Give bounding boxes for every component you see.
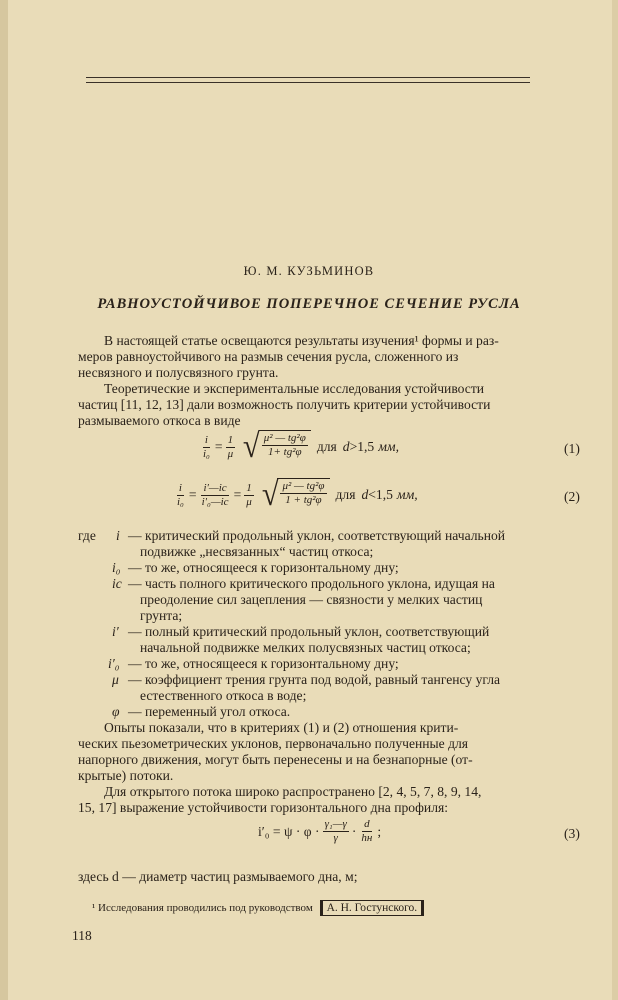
page-number: 118 [72,928,92,943]
text-line: 15, 17] выражение устойчивости горизонтального дна профиля: [78,800,449,815]
formula-1: $\frac{i}{\text{i₀}}$ = $\frac{1}{\mu}$ √ $\frac{\text{μ² — tg²φ}}{\text{1+ tg²φ}}$ для d >1,5 мм, [203,428,399,465]
footnote [92,902,424,914]
def-text: — критический продольный уклон, соответствующий начальной [128,528,506,543]
def-term: i [116,528,120,543]
where-label: где [78,528,96,543]
fraction: $\frac{d}{hн}$ [361,818,373,844]
def-term: φ [112,704,120,719]
def-text: — полный критический продольный уклон, соответствующий [128,624,490,639]
fraction: $\frac{1}{\mu}$ [246,481,252,508]
footnote-text: ¹ Исследования проводились под руководством [92,902,313,914]
text-line: В настоящей статье освещаются результаты изучения¹ формы и раз- [104,333,499,348]
fraction: $\frac{\text{γ₁—γ}}{\gamma}$ [324,818,347,844]
text-line: Опыты показали, что в критериях (1) и (2) отношения крити- [104,720,459,735]
def-text: — то же, относящееся к горизонтальному дну; [128,656,399,671]
text-line: частиц [11, 12, 13] дали возможность получить критерии устойчивости [78,397,491,412]
def-term: i′₀ [108,656,120,671]
formula-2: $\frac{i}{\text{i₀}}$ = $\frac{i'—iс}{\text{i′₀—iс}}$ = $\frac{1}{\mu}$ √ $\frac{\text{μ² — tg²φ}}{\text{1 + tg²φ}}$ для d <1,5 мм, [177,476,418,513]
def-text: грунта; [140,608,183,623]
text-line: размываемого откоса в виде [78,413,241,428]
fraction: $\frac{i}{\text{i₀}}$ [203,433,210,460]
page-edge [612,0,618,1000]
fraction: $\frac{1}{\mu}$ [227,433,234,460]
def-term: iс [112,576,122,591]
def-text: — то же, относящееся к горизонтальному дну; [128,560,399,575]
text-line: ческих пьезометрических уклонов, первоначально полученные для [78,736,469,751]
def-text: начальной подвижке мелких полусвязных частиц откоса; [140,640,471,655]
def-text: подвижке „несвязанных“ частиц откоса; [140,544,374,559]
article-title: РАВНОУСТОЙЧИВОЕ ПОПЕРЕЧНОЕ СЕЧЕНИЕ РУСЛА [97,296,521,312]
text-line: Теоретические и экспериментальные исследования устойчивости [104,381,485,396]
page-edge [0,0,8,1000]
fraction: $\frac{i}{\text{i₀}}$ [177,481,184,508]
def-text: — коэффициент трения грунта под водой, равный тангенсу угла [128,672,501,687]
formula-3: i′₀ = ψ · φ · $\frac{\text{γ₁—γ}}{\gamma}$ · $\frac{d}{hн}$ ; [258,818,382,844]
header-rule [86,82,530,83]
footnote-boxed-name: А. Н. Гостунского. [320,900,425,916]
def-text: — переменный угол откоса. [128,704,291,719]
def-text: преодоление сил зацепления — связности у мелких частиц [140,592,483,607]
fraction: $\frac{i'—iс}{\text{i′₀—iс}}$ [201,481,229,508]
text-line: крытые) потоки. [78,768,174,783]
text-line: здесь d — диаметр частиц размываемого дна, м; [78,869,358,884]
def-term: μ [112,672,119,687]
radical: √ $\frac{\text{μ² — tg²φ}}{\text{1+ tg²φ}}$ [242,430,311,464]
author-name: Ю. М. КУЗЬМИНОВ [243,264,375,278]
text-line: Для открытого потока широко распространено [2, 4, 5, 7, 8, 9, 14, [104,784,482,799]
equation-number: (2) [564,489,580,504]
equation-number: (1) [564,441,580,456]
def-text: — часть полного критического продольного уклона, идущая на [128,576,495,591]
header-rule [86,77,530,78]
def-text: естественного откоса в воде; [140,688,307,703]
text-line: несвязного и полусвязного грунта. [78,365,279,380]
def-term: i₀ [112,560,121,575]
def-term: i′ [112,624,119,639]
radical: √ $\frac{\text{μ² — tg²φ}}{\text{1 + tg²φ}}$ [261,478,330,512]
text-line: меров равноустойчивого на размыв сечения русла, сложенного из [78,349,459,364]
equation-number: (3) [564,826,580,841]
text-line: напорного движения, могут быть перенесены и на безнапорные (от- [78,752,473,767]
